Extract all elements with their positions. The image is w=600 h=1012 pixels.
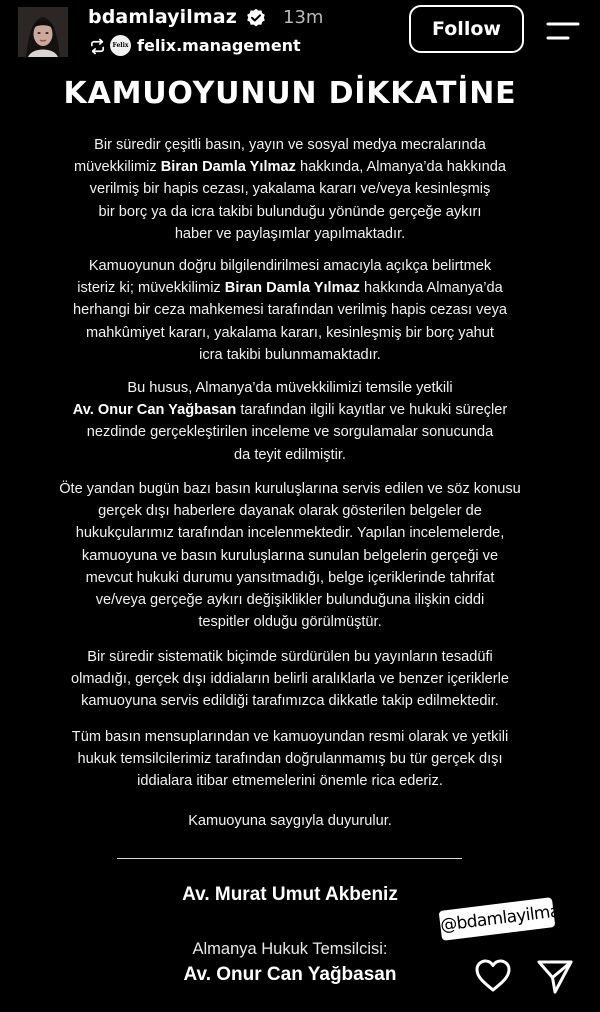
statement-text: gerçek dışı haberlere dayanak olarak gösterilen belgeler de (98, 503, 482, 520)
statement-text: tarafından ilgili kayıtlar ve hukuki süreçler (236, 402, 508, 419)
statement-line (30, 377, 550, 399)
statement-text: Kamuoyuna saygıyla duyurulur. (188, 813, 392, 829)
bold-name: Av. Onur Can Yağbasan (72, 402, 237, 419)
statement-text: kamuoyuna servis edildiği tarafımızca dikkatle takip edilmektedir. (81, 693, 499, 710)
statement-line (30, 545, 550, 567)
mention-sticker[interactable]: @bdamlayilmaz (439, 897, 556, 941)
statement-line (30, 690, 550, 712)
signature-divider (117, 858, 462, 859)
statement-text: olmadığı, gerçek dışı iddiaların belirli aralıklarla ve benzer içeriklerle (70, 671, 509, 688)
statement-title: KAMUOYUNUN DİKKATİNE (63, 76, 517, 111)
statement-paragraph (30, 377, 550, 466)
statement-paragraph (30, 810, 550, 832)
statement-text: da teyit edilmiştir. (234, 446, 346, 463)
statement-line (30, 134, 550, 156)
statement-line (30, 611, 550, 633)
statement-paragraph (30, 646, 550, 713)
statement-line (30, 810, 550, 832)
follow-button[interactable]: Follow (409, 5, 524, 53)
avatar[interactable] (18, 7, 68, 57)
story-header (0, 0, 600, 66)
statement-line (30, 255, 550, 277)
repost-account-name[interactable]: felix.management (137, 36, 301, 55)
statement-line (30, 178, 550, 200)
statement-text: hukukçularımız tarafından incelenmektedir. Yapılan incelemelerde, (75, 525, 505, 542)
statement-text: ve/veya gerçeğe aykırı değişiklikler bulunduğuna ilişkin ciddi (95, 592, 485, 609)
statement-text: iddialara itibar etmemelerini önemle rica ederiz. (137, 773, 443, 790)
statement-line (30, 444, 550, 466)
statement-line (30, 748, 550, 770)
statement-text: Bu husus, Almanya’da müvekkilimizi temsile yetkili (127, 380, 453, 396)
statement-text: bir borç ya da icra takibi bulunduğu yönünde gerçeğe aykırı (98, 203, 482, 220)
statement-line (30, 201, 550, 223)
statement-line (30, 522, 550, 544)
statement-line (30, 299, 550, 321)
signature-name: Av. Murat Umut Akbeniz (182, 884, 398, 905)
menu-icon[interactable] (546, 20, 580, 42)
statement-text: Kamuoyunun doğru bilgilendirilmesi amacıyla açıkça belirtmek (88, 258, 492, 274)
statement-line (30, 344, 550, 366)
statement-paragraph (30, 726, 550, 793)
bold-name: Biran Damla Yılmaz (224, 280, 360, 297)
send-icon[interactable] (536, 957, 574, 995)
statement-paragraph (30, 255, 550, 366)
signature-name: Av. Onur Can Yağbasan (183, 964, 397, 985)
statement-paragraph (30, 134, 550, 245)
avatar-photo (18, 7, 68, 57)
statement-text: herhangi bir ceza mahkemesi tarafından verilmiş hapis cezası veya (73, 302, 507, 319)
statement-line (30, 478, 550, 500)
bold-name: Biran Damla Yılmaz (160, 159, 296, 176)
statement-text: mevcut hukuki durumu yansıtmadığı, belge içeriklerinde tahrifat (85, 569, 495, 586)
statement-line (30, 277, 550, 299)
statement-text: hukuk temsilcilerimiz tarafından doğrulanmamış bu tür gerçek dışı (77, 751, 503, 768)
statement-line (30, 500, 550, 522)
statement-line (30, 399, 550, 421)
statement-paragraph (30, 478, 550, 633)
statement-text: Öte yandan bugün bazı basın kuruluşlarına servis edilen ve söz konusu (59, 481, 521, 497)
statement-text: hakkında Almanya’da (359, 280, 503, 297)
statement-line (30, 156, 550, 178)
repost-account-avatar[interactable]: Felix (110, 35, 131, 56)
statement-line (30, 567, 550, 589)
statement-text: Bir süredir çeşitli basın, yayın ve sosyal medya mecralarında (94, 137, 486, 153)
statement-line (30, 770, 550, 792)
statement-text: Bir süredir sistematik biçimde sürdürülen bu yayınların tesadüfi (87, 649, 493, 665)
statement-line (30, 421, 550, 443)
heart-icon[interactable] (474, 958, 512, 994)
statement-line (30, 589, 550, 611)
statement-text: icra takibi bulunmamaktadır. (199, 346, 381, 363)
statement-line (30, 223, 550, 245)
statement-text: tespitler olduğu görülmüştür. (198, 614, 382, 631)
signature-role: Almanya Hukuk Temsilcisi: (192, 940, 388, 958)
statement-text: nezdinde gerçekleştirilen inceleme ve sorgulamalar sonucunda (86, 424, 494, 441)
statement-text: isteriz ki; müvekkilimiz (77, 280, 225, 297)
statement-text: kamuoyuna ve basın kuruluşlarına sunulan belgelerin gerçeği ve (81, 547, 499, 564)
statement-text: müvekkilimiz (73, 159, 161, 176)
statement-text: Tüm basın mensuplarından ve kamuoyundan resmi olarak ve yetkili (71, 729, 509, 745)
username[interactable]: bdamlayilmaz (88, 6, 237, 28)
statement-line (30, 668, 550, 690)
post-time: 13m (283, 7, 324, 28)
statement-text: hakkında, Almanya’da hakkında (295, 159, 507, 176)
statement-line (30, 322, 550, 344)
repost-icon (89, 38, 106, 55)
statement-line (30, 726, 550, 748)
statement-text: mahkûmiyet kararı, yakalama kararı, kesinleşmiş bir borç yahut (86, 324, 494, 341)
statement-text: haber ve paylaşımlar yapılmaktadır. (174, 225, 406, 242)
statement-text: verilmiş bir hapis cezası, yakalama kararı ve/veya kesinleşmiş (89, 181, 491, 198)
statement-line (30, 646, 550, 668)
verified-badge-icon (246, 8, 266, 28)
